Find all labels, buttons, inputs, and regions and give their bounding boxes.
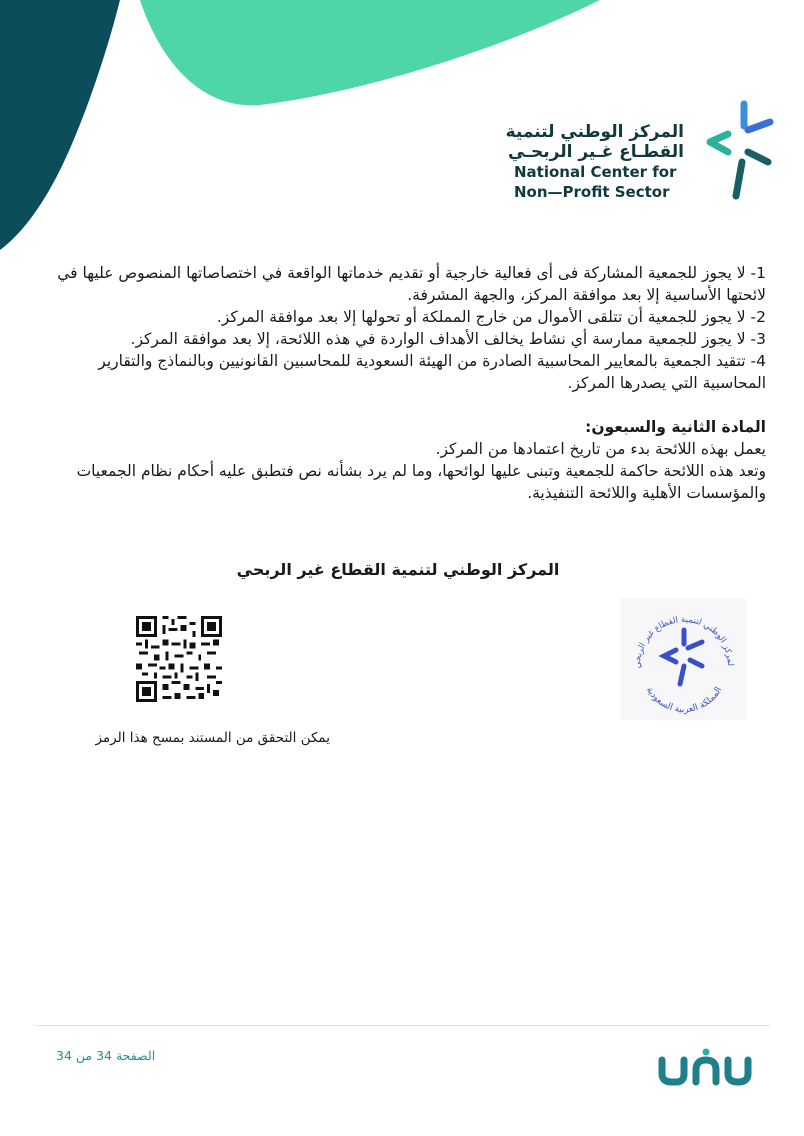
- logo-english-line1: National Center for: [514, 163, 677, 181]
- signature-org-name: المركز الوطني لتنمية القطاع غير الربحي: [236, 560, 560, 579]
- logo-arabic-line1: المركز الوطني لتنمية: [505, 122, 684, 142]
- header-logo: [505, 100, 774, 210]
- logo-arabic-line2: القطـاع غـير الربحـي: [507, 142, 684, 162]
- decor-light-shape: [140, 0, 600, 105]
- brand-logo: [656, 1048, 760, 1088]
- qr-code[interactable]: [136, 616, 222, 702]
- document-body: [36, 262, 766, 504]
- decor-dark-shape: [0, 0, 120, 250]
- official-seal: [620, 598, 746, 720]
- article-paragraph-2: وتعد هذه اللائحة حاكمة للجمعية وتبنى عليها لوائحها، وما لم يرد بشأنه نص فتطبق عليه أحكام نظام الجمعيات والمؤسسات الأهلية واللائحة التنفيذية.: [76, 462, 766, 502]
- seal-top-text: لمركز الوطني لتنمية القطاع غير الربحي: [632, 614, 736, 669]
- article-paragraph-1: يعمل بهذه اللائحة بدء من تاريخ اعتمادها من المركز.: [435, 440, 766, 458]
- logo-text: [505, 122, 684, 202]
- clause-1: 1- لا يجوز للجمعية المشاركة فى أى فعالية خارجية أو تقديم خدماتها الواقعة في اختصاصاتها المنصوص عليها في لائحتها الأساسية إلا بعد موافقة المركز، والجهة المشرفة.: [57, 264, 766, 304]
- clause-2: 2- لا يجوز للجمعية أن تتلقى الأموال من خارج المملكة أو تحولها إلا بعد موافقة المركز.: [216, 308, 766, 326]
- page-number: الصفحة 34 من 34: [56, 1048, 156, 1063]
- logo-mark-icon: [698, 100, 774, 200]
- footer-divider: [34, 1025, 770, 1026]
- logo-english-line2: Non—Profit Sector: [514, 183, 670, 201]
- article-title: المادة الثانية والسبعون:: [585, 418, 766, 436]
- seal-bottom-text: المملكة العربية السعودية: [643, 685, 725, 716]
- verify-instructions: يمكن التحقق من المستند بمسح هذا الرمز: [95, 730, 330, 746]
- clause-4: 4- تتقيد الجمعية بالمعايير المحاسبية الصادرة من الهيئة السعودية للمحاسبين القانونيين وبالنماذج والتقارير المحاسبية التي يصدرها المركز.: [98, 352, 766, 392]
- clause-3: 3- لا يجوز للجمعية ممارسة أي نشاط يخالف الأهداف الواردة في هذه اللائحة، إلا بعد موافقة المركز.: [130, 330, 766, 348]
